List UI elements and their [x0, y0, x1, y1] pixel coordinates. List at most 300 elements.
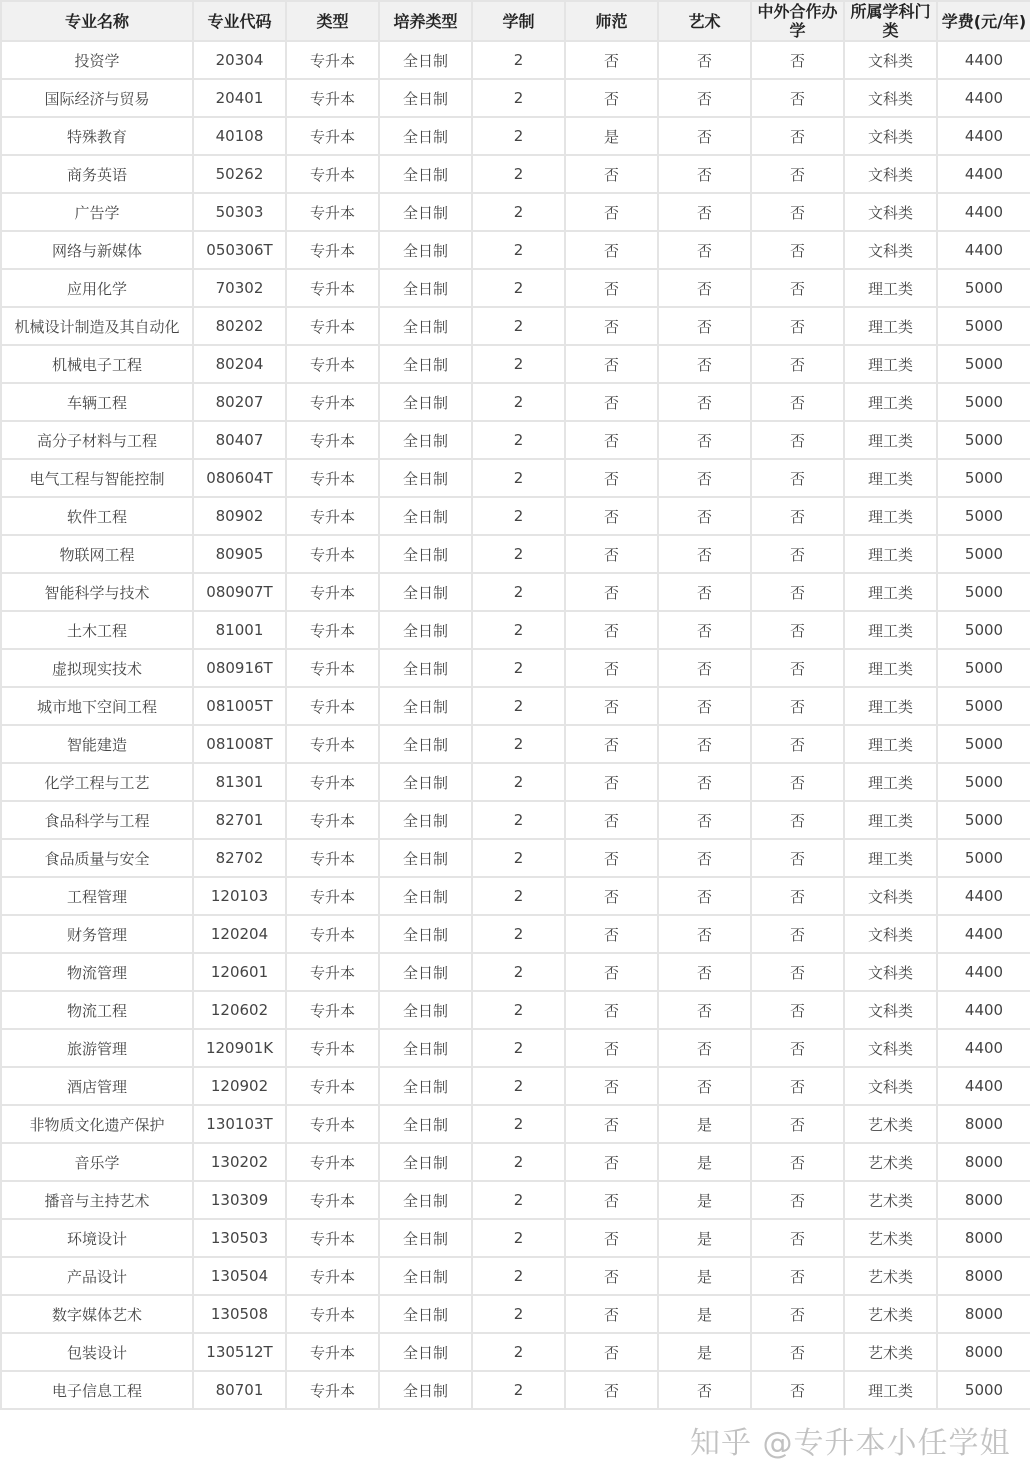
table-cell: 全日制 — [379, 611, 472, 649]
table-cell: 否 — [565, 1067, 658, 1105]
table-cell: 否 — [565, 383, 658, 421]
table-cell: 2 — [472, 1181, 565, 1219]
table-cell: 专升本 — [286, 79, 379, 117]
table-cell: 全日制 — [379, 307, 472, 345]
table-cell: 2 — [472, 725, 565, 763]
table-cell: 2 — [472, 1029, 565, 1067]
table-cell: 否 — [751, 79, 844, 117]
table-cell: 全日制 — [379, 1105, 472, 1143]
table-cell: 否 — [751, 1143, 844, 1181]
table-cell: 否 — [565, 1219, 658, 1257]
table-cell: 文科类 — [844, 41, 937, 79]
column-header: 艺术 — [658, 1, 751, 41]
table-cell: 理工类 — [844, 763, 937, 801]
table-cell: 否 — [565, 725, 658, 763]
table-cell: 否 — [751, 1333, 844, 1371]
table-cell: 否 — [751, 1257, 844, 1295]
table-cell: 否 — [565, 497, 658, 535]
table-cell: 否 — [658, 193, 751, 231]
table-cell: 否 — [751, 649, 844, 687]
table-cell: 2 — [472, 991, 565, 1029]
table-cell: 120103 — [193, 877, 286, 915]
table-cell: 否 — [565, 1181, 658, 1219]
table-cell: 否 — [751, 1105, 844, 1143]
table-cell: 专升本 — [286, 193, 379, 231]
table-cell: 120601 — [193, 953, 286, 991]
table-row — [1, 611, 1030, 649]
table-cell: 否 — [658, 573, 751, 611]
table-cell: 全日制 — [379, 839, 472, 877]
table-row — [1, 649, 1030, 687]
table-cell: 否 — [658, 117, 751, 155]
table-cell: 艺术类 — [844, 1257, 937, 1295]
table-cell: 全日制 — [379, 1333, 472, 1371]
table-cell: 艺术类 — [844, 1219, 937, 1257]
table-cell: 全日制 — [379, 953, 472, 991]
table-cell: 土木工程 — [1, 611, 193, 649]
table-cell: 8000 — [937, 1105, 1030, 1143]
table-cell: 理工类 — [844, 345, 937, 383]
column-header: 学制 — [472, 1, 565, 41]
table-cell: 物流工程 — [1, 991, 193, 1029]
table-cell: 是 — [658, 1295, 751, 1333]
table-cell: 专升本 — [286, 535, 379, 573]
table-cell: 否 — [658, 877, 751, 915]
table-cell: 财务管理 — [1, 915, 193, 953]
table-cell: 专升本 — [286, 1067, 379, 1105]
table-cell: 否 — [565, 1371, 658, 1409]
table-cell: 理工类 — [844, 573, 937, 611]
table-cell: 130512T — [193, 1333, 286, 1371]
table-cell: 全日制 — [379, 1219, 472, 1257]
table-cell: 理工类 — [844, 649, 937, 687]
table-cell: 否 — [565, 1029, 658, 1067]
table-cell: 40108 — [193, 117, 286, 155]
table-cell: 专升本 — [286, 953, 379, 991]
table-row — [1, 79, 1030, 117]
table-cell: 否 — [658, 1067, 751, 1105]
table-cell: 全日制 — [379, 117, 472, 155]
table-row — [1, 839, 1030, 877]
table-cell: 否 — [658, 41, 751, 79]
table-cell: 8000 — [937, 1143, 1030, 1181]
table-cell: 否 — [565, 193, 658, 231]
table-cell: 4400 — [937, 155, 1030, 193]
table-row — [1, 1257, 1030, 1295]
table-cell: 否 — [565, 991, 658, 1029]
table-cell: 130309 — [193, 1181, 286, 1219]
table-cell: 专升本 — [286, 117, 379, 155]
table-cell: 理工类 — [844, 459, 937, 497]
table-cell: 否 — [565, 421, 658, 459]
table-cell: 专升本 — [286, 421, 379, 459]
table-cell: 2 — [472, 41, 565, 79]
table-cell: 81301 — [193, 763, 286, 801]
table-cell: 理工类 — [844, 497, 937, 535]
table-cell: 否 — [751, 763, 844, 801]
table-cell: 否 — [565, 231, 658, 269]
table-row — [1, 1105, 1030, 1143]
table-cell: 否 — [751, 1067, 844, 1105]
table-cell: 否 — [751, 725, 844, 763]
table-cell: 4400 — [937, 877, 1030, 915]
table-cell: 全日制 — [379, 497, 472, 535]
table-cell: 否 — [658, 649, 751, 687]
table-cell: 2 — [472, 915, 565, 953]
table-cell: 否 — [565, 345, 658, 383]
table-cell: 文科类 — [844, 117, 937, 155]
table-cell: 2 — [472, 1371, 565, 1409]
table-cell: 否 — [751, 231, 844, 269]
table-cell: 2 — [472, 497, 565, 535]
table-cell: 否 — [658, 155, 751, 193]
table-cell: 工程管理 — [1, 877, 193, 915]
table-cell: 否 — [658, 307, 751, 345]
table-cell: 机械电子工程 — [1, 345, 193, 383]
table-cell: 艺术类 — [844, 1181, 937, 1219]
table-row — [1, 383, 1030, 421]
table-cell: 否 — [565, 307, 658, 345]
table-cell: 艺术类 — [844, 1105, 937, 1143]
table-row — [1, 763, 1030, 801]
table-cell: 否 — [565, 801, 658, 839]
table-cell: 20401 — [193, 79, 286, 117]
table-cell: 5000 — [937, 497, 1030, 535]
table-cell: 是 — [658, 1257, 751, 1295]
table-cell: 理工类 — [844, 269, 937, 307]
table-cell: 专升本 — [286, 1029, 379, 1067]
table-cell: 专升本 — [286, 1143, 379, 1181]
table-cell: 2 — [472, 839, 565, 877]
table-row — [1, 725, 1030, 763]
table-row — [1, 535, 1030, 573]
table-cell: 否 — [658, 839, 751, 877]
table-cell: 理工类 — [844, 307, 937, 345]
table-cell: 5000 — [937, 763, 1030, 801]
table-cell: 否 — [658, 535, 751, 573]
table-cell: 全日制 — [379, 1181, 472, 1219]
table-cell: 否 — [658, 1029, 751, 1067]
table-cell: 2 — [472, 421, 565, 459]
table-cell: 专升本 — [286, 991, 379, 1029]
table-cell: 2 — [472, 383, 565, 421]
table-cell: 否 — [565, 79, 658, 117]
table-cell: 50262 — [193, 155, 286, 193]
table-cell: 81001 — [193, 611, 286, 649]
table-cell: 全日制 — [379, 687, 472, 725]
table-row — [1, 1333, 1030, 1371]
table-cell: 否 — [658, 725, 751, 763]
table-cell: 4400 — [937, 231, 1030, 269]
table-cell: 8000 — [937, 1257, 1030, 1295]
table-cell: 全日制 — [379, 1029, 472, 1067]
table-row — [1, 155, 1030, 193]
table-cell: 130504 — [193, 1257, 286, 1295]
table-cell: 2 — [472, 1105, 565, 1143]
table-cell: 否 — [565, 535, 658, 573]
table-cell: 环境设计 — [1, 1219, 193, 1257]
table-cell: 是 — [658, 1143, 751, 1181]
table-cell: 否 — [565, 155, 658, 193]
table-cell: 50303 — [193, 193, 286, 231]
table-cell: 专升本 — [286, 497, 379, 535]
table-cell: 2 — [472, 155, 565, 193]
table-cell: 否 — [751, 193, 844, 231]
table-cell: 2 — [472, 1333, 565, 1371]
table-cell: 否 — [751, 1029, 844, 1067]
table-row — [1, 193, 1030, 231]
table-cell: 智能建造 — [1, 725, 193, 763]
table-cell: 否 — [751, 41, 844, 79]
table-cell: 2 — [472, 763, 565, 801]
table-cell: 否 — [658, 991, 751, 1029]
table-cell: 专升本 — [286, 307, 379, 345]
table-cell: 否 — [751, 877, 844, 915]
table-cell: 否 — [565, 915, 658, 953]
table-cell: 050306T — [193, 231, 286, 269]
table-cell: 80701 — [193, 1371, 286, 1409]
table-cell: 120602 — [193, 991, 286, 1029]
table-cell: 5000 — [937, 725, 1030, 763]
table-row — [1, 41, 1030, 79]
table-cell: 2 — [472, 193, 565, 231]
table-cell: 130202 — [193, 1143, 286, 1181]
table-cell: 否 — [751, 497, 844, 535]
table-cell: 是 — [658, 1219, 751, 1257]
table-cell: 否 — [751, 459, 844, 497]
table-cell: 否 — [751, 269, 844, 307]
table-cell: 否 — [565, 1257, 658, 1295]
table-cell: 8000 — [937, 1181, 1030, 1219]
table-cell: 5000 — [937, 687, 1030, 725]
table-cell: 否 — [565, 41, 658, 79]
table-cell: 专升本 — [286, 687, 379, 725]
table-cell: 5000 — [937, 649, 1030, 687]
table-cell: 否 — [658, 383, 751, 421]
table-cell: 是 — [565, 117, 658, 155]
table-cell: 物流管理 — [1, 953, 193, 991]
table-cell: 130503 — [193, 1219, 286, 1257]
table-cell: 专升本 — [286, 611, 379, 649]
table-cell: 文科类 — [844, 1029, 937, 1067]
table-cell: 车辆工程 — [1, 383, 193, 421]
table-cell: 4400 — [937, 41, 1030, 79]
table-cell: 软件工程 — [1, 497, 193, 535]
table-cell: 专升本 — [286, 801, 379, 839]
table-cell: 非物质文化遗产保护 — [1, 1105, 193, 1143]
table-row — [1, 1371, 1030, 1409]
table-cell: 5000 — [937, 611, 1030, 649]
table-cell: 专升本 — [286, 345, 379, 383]
table-cell: 否 — [751, 307, 844, 345]
table-cell: 82702 — [193, 839, 286, 877]
table-cell: 8000 — [937, 1333, 1030, 1371]
table-cell: 否 — [751, 991, 844, 1029]
table-cell: 否 — [565, 573, 658, 611]
table-row — [1, 117, 1030, 155]
table-cell: 120204 — [193, 915, 286, 953]
table-cell: 应用化学 — [1, 269, 193, 307]
table-cell: 专升本 — [286, 459, 379, 497]
table-cell: 否 — [658, 79, 751, 117]
table-cell: 2 — [472, 269, 565, 307]
table-cell: 文科类 — [844, 915, 937, 953]
table-cell: 否 — [565, 839, 658, 877]
table-cell: 全日制 — [379, 1067, 472, 1105]
table-cell: 专升本 — [286, 269, 379, 307]
table-cell: 否 — [658, 915, 751, 953]
table-cell: 专升本 — [286, 155, 379, 193]
table-cell: 全日制 — [379, 421, 472, 459]
table-cell: 机械设计制造及其自动化 — [1, 307, 193, 345]
table-cell: 2 — [472, 345, 565, 383]
table-cell: 080907T — [193, 573, 286, 611]
table-cell: 全日制 — [379, 155, 472, 193]
table-cell: 5000 — [937, 307, 1030, 345]
table-cell: 2 — [472, 573, 565, 611]
table-cell: 否 — [751, 1219, 844, 1257]
table-cell: 否 — [751, 383, 844, 421]
table-cell: 080604T — [193, 459, 286, 497]
table-cell: 120902 — [193, 1067, 286, 1105]
table-cell: 全日制 — [379, 459, 472, 497]
table-row — [1, 1181, 1030, 1219]
table-row — [1, 231, 1030, 269]
table-cell: 2 — [472, 611, 565, 649]
table-cell: 否 — [565, 763, 658, 801]
table-cell: 专升本 — [286, 649, 379, 687]
table-cell: 否 — [751, 1295, 844, 1333]
table-cell: 艺术类 — [844, 1295, 937, 1333]
table-cell: 否 — [751, 1371, 844, 1409]
table-cell: 否 — [565, 269, 658, 307]
table-cell: 文科类 — [844, 877, 937, 915]
table-cell: 120901K — [193, 1029, 286, 1067]
table-cell: 旅游管理 — [1, 1029, 193, 1067]
table-row — [1, 307, 1030, 345]
table-cell: 2 — [472, 1295, 565, 1333]
table-cell: 文科类 — [844, 155, 937, 193]
table-cell: 专升本 — [286, 1295, 379, 1333]
table-cell: 理工类 — [844, 611, 937, 649]
table-cell: 文科类 — [844, 193, 937, 231]
table-cell: 专升本 — [286, 573, 379, 611]
table-cell: 国际经济与贸易 — [1, 79, 193, 117]
table-cell: 80204 — [193, 345, 286, 383]
table-cell: 理工类 — [844, 421, 937, 459]
table-cell: 专升本 — [286, 915, 379, 953]
table-cell: 理工类 — [844, 383, 937, 421]
table-row — [1, 421, 1030, 459]
table-cell: 2 — [472, 307, 565, 345]
column-header: 专业名称 — [1, 1, 193, 41]
watermark: 知乎 @专升本小任学姐 — [690, 1426, 1011, 1461]
table-cell: 2 — [472, 535, 565, 573]
table-cell: 全日制 — [379, 41, 472, 79]
table-cell: 全日制 — [379, 801, 472, 839]
table-cell: 电子信息工程 — [1, 1371, 193, 1409]
table-cell: 否 — [751, 915, 844, 953]
column-header: 学费(元/年) — [937, 1, 1030, 41]
table-cell: 5000 — [937, 421, 1030, 459]
table-cell: 2 — [472, 801, 565, 839]
table-body — [1, 41, 1030, 1409]
table-cell: 否 — [658, 801, 751, 839]
table-cell: 全日制 — [379, 79, 472, 117]
table-row — [1, 687, 1030, 725]
table-cell: 5000 — [937, 801, 1030, 839]
table-cell: 专升本 — [286, 725, 379, 763]
table-cell: 专升本 — [286, 1219, 379, 1257]
table-cell: 专升本 — [286, 41, 379, 79]
table-cell: 2 — [472, 231, 565, 269]
table-row — [1, 915, 1030, 953]
table-cell: 全日制 — [379, 1257, 472, 1295]
table-row — [1, 459, 1030, 497]
table-header-row — [1, 1, 1030, 41]
table-row — [1, 953, 1030, 991]
table-cell: 物联网工程 — [1, 535, 193, 573]
table-cell: 2 — [472, 687, 565, 725]
table-cell: 全日制 — [379, 877, 472, 915]
column-header: 培养类型 — [379, 1, 472, 41]
table-cell: 081005T — [193, 687, 286, 725]
table-cell: 文科类 — [844, 79, 937, 117]
table-cell: 5000 — [937, 839, 1030, 877]
table-cell: 文科类 — [844, 231, 937, 269]
table-row — [1, 991, 1030, 1029]
table-cell: 否 — [565, 1105, 658, 1143]
table-cell: 130103T — [193, 1105, 286, 1143]
table-cell: 全日制 — [379, 193, 472, 231]
table-cell: 2 — [472, 649, 565, 687]
table-cell: 4400 — [937, 79, 1030, 117]
table-cell: 理工类 — [844, 535, 937, 573]
table-cell: 是 — [658, 1333, 751, 1371]
table-cell: 播音与主持艺术 — [1, 1181, 193, 1219]
table-row — [1, 801, 1030, 839]
table-cell: 专升本 — [286, 383, 379, 421]
table-cell: 全日制 — [379, 269, 472, 307]
table-cell: 否 — [658, 269, 751, 307]
table-row — [1, 1067, 1030, 1105]
table-cell: 文科类 — [844, 1067, 937, 1105]
table-cell: 否 — [658, 345, 751, 383]
table-cell: 否 — [751, 117, 844, 155]
table-cell: 产品设计 — [1, 1257, 193, 1295]
table-cell: 专升本 — [286, 877, 379, 915]
table-cell: 音乐学 — [1, 1143, 193, 1181]
table-cell: 理工类 — [844, 725, 937, 763]
table-row — [1, 1295, 1030, 1333]
table-cell: 专升本 — [286, 1257, 379, 1295]
table-cell: 2 — [472, 1143, 565, 1181]
table-row — [1, 497, 1030, 535]
table-row — [1, 1143, 1030, 1181]
table-row — [1, 345, 1030, 383]
table-cell: 否 — [658, 953, 751, 991]
table-cell: 艺术类 — [844, 1333, 937, 1371]
table-cell: 专升本 — [286, 1333, 379, 1371]
table-cell: 否 — [658, 459, 751, 497]
table-cell: 否 — [751, 953, 844, 991]
table-cell: 否 — [658, 611, 751, 649]
table-cell: 全日制 — [379, 383, 472, 421]
table-cell: 130508 — [193, 1295, 286, 1333]
table-row — [1, 1029, 1030, 1067]
table-cell: 专升本 — [286, 231, 379, 269]
table-cell: 4400 — [937, 117, 1030, 155]
